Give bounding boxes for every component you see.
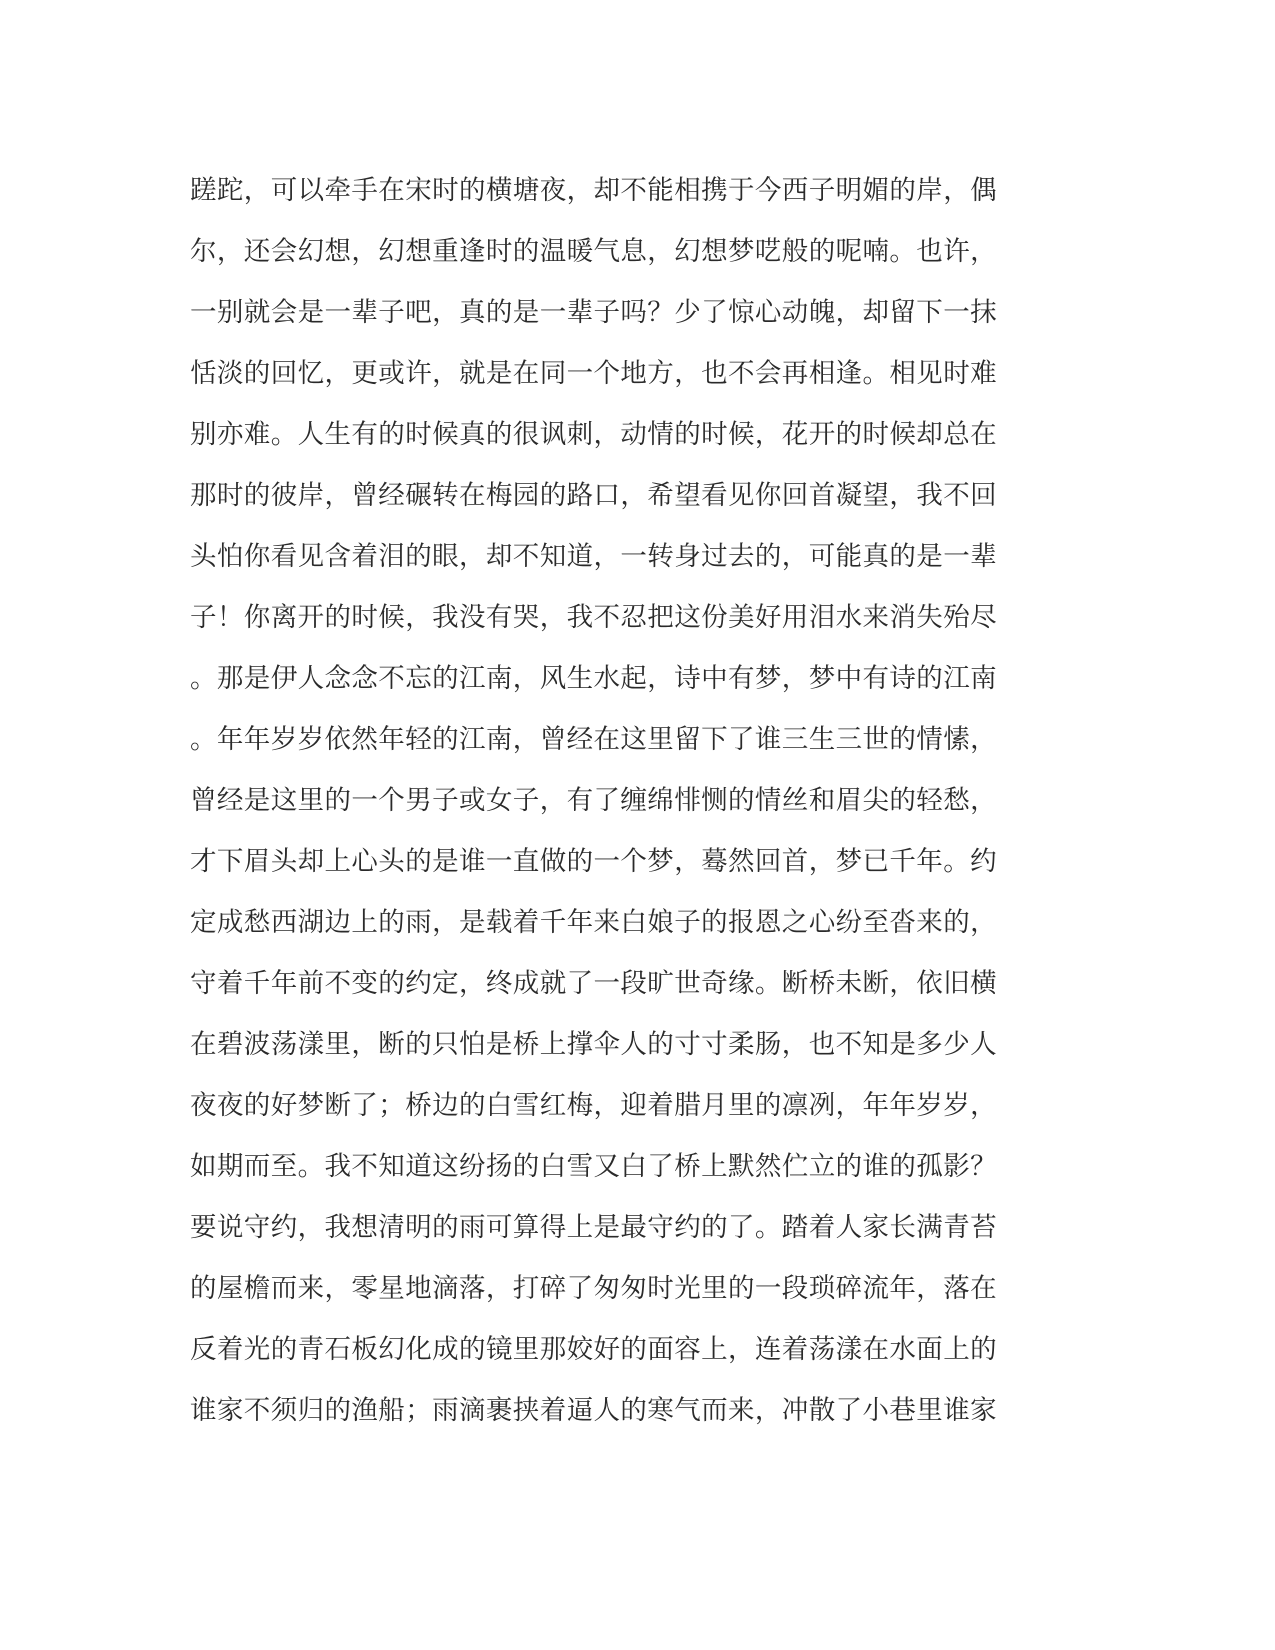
body-text <box>190 160 1070 1441</box>
text-line: 反着光的青石板幻化成的镜里那姣好的面容上，连着荡漾在水面上的 <box>190 1334 997 1365</box>
text-line: 子！你离开的时候，我没有哭，我不忍把这份美好用泪水来消失殆尽 <box>190 602 997 633</box>
text-line: 那时的彼岸，曾经碾转在梅园的路口，希望看见你回首凝望，我不回 <box>190 480 997 511</box>
text-line: 别亦难。人生有的时候真的很讽刺，动情的时候，花开的时候却总在 <box>190 419 997 450</box>
text-line: 一别就会是一辈子吧，真的是一辈子吗？少了惊心动魄，却留下一抹 <box>190 297 997 328</box>
text-line: 恬淡的回忆，更或许，就是在同一个地方，也不会再相逢。相见时难 <box>190 358 997 389</box>
text-line: 如期而至。我不知道这纷扬的白雪又白了桥上默然伫立的谁的孤影？ <box>190 1151 997 1182</box>
text-line: 头怕你看见含着泪的眼，却不知道，一转身过去的，可能真的是一辈 <box>190 541 997 572</box>
text-line: 。那是伊人念念不忘的江南，风生水起，诗中有梦，梦中有诗的江南 <box>190 663 997 694</box>
text-line: 尔，还会幻想，幻想重逢时的温暖气息，幻想梦呓般的呢喃。也许， <box>190 236 997 267</box>
text-line: 谁家不须归的渔船；雨滴裹挟着逼人的寒气而来，冲散了小巷里谁家 <box>190 1395 997 1426</box>
text-line: 要说守约，我想清明的雨可算得上是最守约的了。踏着人家长满青苔 <box>190 1212 997 1243</box>
text-line: 曾经是这里的一个男子或女子，有了缠绵悱恻的情丝和眉尖的轻愁， <box>190 785 997 816</box>
text-line: 才下眉头却上心头的是谁一直做的一个梦，蓦然回首，梦已千年。约 <box>190 846 997 877</box>
text-line: 。年年岁岁依然年轻的江南，曾经在这里留下了谁三生三世的情愫， <box>190 724 997 755</box>
text-line: 蹉跎，可以牵手在宋时的横塘夜，却不能相携于今西子明媚的岸，偶 <box>190 175 997 206</box>
text-line: 夜夜的好梦断了；桥边的白雪红梅，迎着腊月里的凛冽，年年岁岁， <box>190 1090 997 1121</box>
text-line: 的屋檐而来，零星地滴落，打碎了匆匆时光里的一段琐碎流年，落在 <box>190 1273 997 1304</box>
text-line: 定成愁西湖边上的雨，是载着千年来白娘子的报恩之心纷至沓来的， <box>190 907 997 938</box>
text-line: 守着千年前不变的约定，终成就了一段旷世奇缘。断桥未断，依旧横 <box>190 968 997 999</box>
text-line: 在碧波荡漾里，断的只怕是桥上撑伞人的寸寸柔肠，也不知是多少人 <box>190 1029 997 1060</box>
